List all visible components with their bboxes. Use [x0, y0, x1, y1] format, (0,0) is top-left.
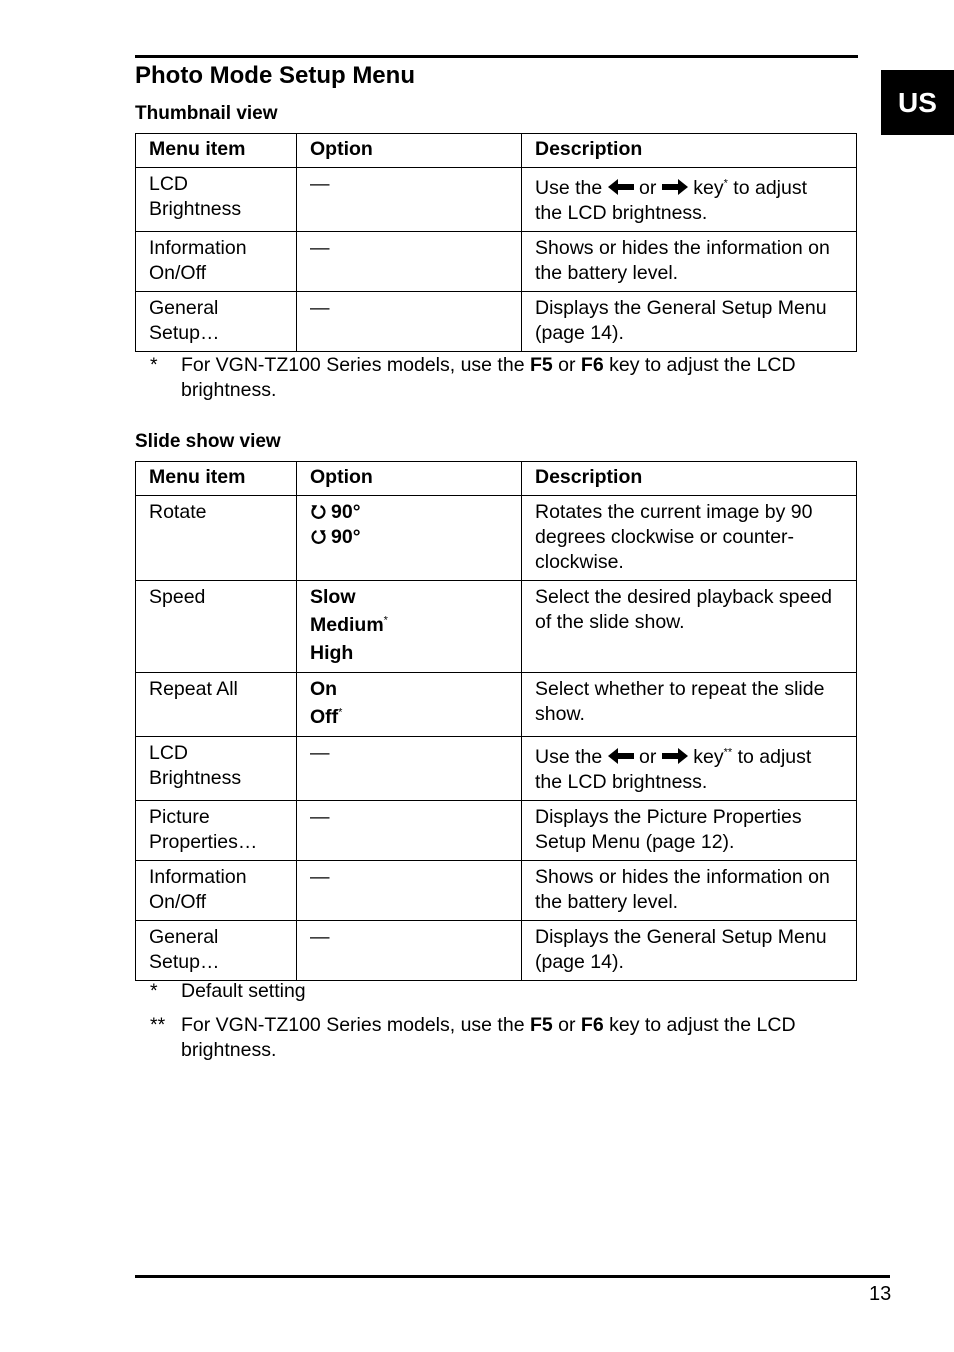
option-cell	[297, 673, 522, 737]
left-arrow-icon	[608, 748, 634, 764]
option-cell	[297, 496, 522, 581]
table-row	[136, 581, 857, 673]
table-row	[136, 292, 857, 352]
table-row	[136, 801, 857, 861]
item-text: On/Off	[149, 262, 207, 284]
item-text: Information	[149, 237, 247, 259]
thumbnail-menu-table	[135, 133, 857, 352]
option-cell: —	[297, 921, 522, 981]
option-rotate-ccw: 90°	[331, 526, 361, 548]
table-row	[136, 496, 857, 581]
menu-item-cell	[136, 861, 297, 921]
footnote-marker: *	[338, 706, 343, 719]
slideshow-view-title: Slide show view	[135, 431, 281, 452]
rotate-counterclockwise-icon	[310, 528, 327, 545]
description-cell	[522, 232, 857, 292]
table-row	[136, 232, 857, 292]
option-off: Off	[310, 706, 339, 728]
option-medium: Medium	[310, 614, 384, 636]
item-text: Properties…	[149, 831, 258, 853]
description-cell	[522, 496, 857, 581]
footnote-text: or	[558, 1014, 576, 1036]
f6-key-label: F6	[580, 1014, 604, 1036]
description-cell	[522, 737, 857, 801]
header-option: Option	[297, 134, 522, 168]
rotate-clockwise-icon	[310, 503, 327, 520]
option-cell: —	[297, 292, 522, 352]
option-slow: Slow	[310, 586, 356, 608]
option-rotate-cw: 90°	[331, 501, 361, 523]
footnote-text: key to adjust the LCD	[609, 354, 796, 376]
desc-text: Displays the General Setup Menu	[535, 926, 827, 948]
menu-item-cell: Rotate	[136, 496, 297, 581]
top-rule	[135, 55, 858, 58]
menu-item-cell: Speed	[136, 581, 297, 673]
item-text: LCD	[149, 173, 189, 195]
description-cell	[522, 581, 857, 673]
desc-text: the battery level.	[535, 891, 679, 913]
page-number: 13	[869, 1283, 892, 1305]
right-arrow-icon	[662, 748, 688, 764]
table-row	[136, 673, 857, 737]
desc-text: the LCD brightness.	[535, 771, 708, 793]
desc-text: (page 14).	[535, 951, 624, 973]
description-cell	[522, 921, 857, 981]
table-row	[136, 737, 857, 801]
description-cell	[522, 292, 857, 352]
item-text: Setup…	[149, 951, 220, 973]
desc-text: Rotates the current image by 90	[535, 501, 813, 523]
slideshow-menu-table	[135, 461, 857, 981]
page-title: Photo Mode Setup Menu	[135, 62, 415, 89]
footnote-marker: **	[723, 746, 733, 759]
desc-text: Displays the General Setup Menu	[535, 297, 827, 319]
footnote-text: For VGN-TZ100 Series models, use the	[181, 1014, 525, 1036]
footnote-marker: *	[383, 614, 388, 627]
footnote-text: For VGN-TZ100 Series models, use the	[181, 354, 525, 376]
desc-text: show.	[535, 703, 585, 725]
header-description: Description	[522, 134, 857, 168]
desc-text: Setup Menu (page 12).	[535, 831, 735, 853]
option-cell: —	[297, 737, 522, 801]
option-cell	[297, 581, 522, 673]
f6-key-label: F6	[580, 354, 604, 376]
right-arrow-icon	[662, 179, 688, 195]
desc-text: to adjust	[737, 746, 812, 768]
footnote-mark: *	[150, 354, 158, 376]
thumbnail-footnote	[150, 353, 850, 403]
item-text: Brightness	[149, 767, 242, 789]
item-text: General	[149, 297, 219, 319]
desc-text: key	[693, 746, 724, 768]
table-header-row	[136, 134, 857, 168]
menu-item-cell	[136, 921, 297, 981]
table-row	[136, 921, 857, 981]
menu-item-cell	[136, 292, 297, 352]
thumbnail-view-title: Thumbnail view	[135, 103, 278, 124]
menu-item-cell	[136, 168, 297, 232]
table-row	[136, 168, 857, 232]
menu-item-cell	[136, 801, 297, 861]
desc-text: of the slide show.	[535, 611, 685, 633]
footnote-text: key to adjust the LCD	[609, 1014, 796, 1036]
desc-text: Use the	[535, 177, 603, 199]
menu-item-cell	[136, 737, 297, 801]
menu-item-cell	[136, 232, 297, 292]
option-on: On	[310, 678, 338, 700]
item-text: Information	[149, 866, 247, 888]
description-cell	[522, 801, 857, 861]
desc-text: Shows or hides the information on	[535, 866, 830, 888]
footnote-mark: **	[150, 1014, 166, 1036]
default-setting-footnote	[150, 979, 850, 1004]
option-cell: —	[297, 861, 522, 921]
desc-text: the battery level.	[535, 262, 679, 284]
desc-text: (page 14).	[535, 322, 624, 344]
desc-text: Displays the Picture Properties	[535, 806, 802, 828]
item-text: Brightness	[149, 198, 242, 220]
header-option: Option	[297, 462, 522, 496]
item-text: Picture	[149, 806, 210, 828]
footnote-text: or	[558, 354, 576, 376]
header-description: Description	[522, 462, 857, 496]
footnote-marker: *	[723, 177, 728, 190]
language-tab: US	[881, 70, 954, 135]
item-text: Setup…	[149, 322, 220, 344]
left-arrow-icon	[608, 179, 634, 195]
footnote-text: brightness.	[181, 1039, 277, 1061]
desc-text: degrees clockwise or counter-	[535, 526, 795, 548]
desc-text: clockwise.	[535, 551, 624, 573]
desc-text: Use the	[535, 746, 603, 768]
description-cell	[522, 673, 857, 737]
header-menu-item: Menu item	[136, 134, 297, 168]
footnote-text: Default setting	[181, 980, 306, 1002]
option-cell: —	[297, 168, 522, 232]
description-cell	[522, 861, 857, 921]
item-text: On/Off	[149, 891, 207, 913]
footnote-text: brightness.	[181, 379, 277, 401]
footnote-mark: *	[150, 980, 158, 1002]
option-high: High	[310, 642, 354, 664]
description-cell	[522, 168, 857, 232]
desc-text: key	[693, 177, 724, 199]
f5-key-label: F5	[529, 354, 553, 376]
table-row	[136, 861, 857, 921]
table-header-row	[136, 462, 857, 496]
item-text: LCD	[149, 742, 189, 764]
desc-text: Shows or hides the information on	[535, 237, 830, 259]
desc-text: or	[639, 746, 657, 768]
desc-text: Select whether to repeat the slide	[535, 678, 825, 700]
header-menu-item: Menu item	[136, 462, 297, 496]
desc-text: to adjust	[733, 177, 808, 199]
bottom-rule	[135, 1275, 890, 1278]
menu-item-cell: Repeat All	[136, 673, 297, 737]
desc-text: or	[639, 177, 657, 199]
option-cell: —	[297, 232, 522, 292]
desc-text: the LCD brightness.	[535, 202, 708, 224]
option-cell: —	[297, 801, 522, 861]
desc-text: Select the desired playback speed	[535, 586, 833, 608]
slideshow-lcd-footnote	[150, 1013, 850, 1063]
item-text: General	[149, 926, 219, 948]
f5-key-label: F5	[529, 1014, 553, 1036]
